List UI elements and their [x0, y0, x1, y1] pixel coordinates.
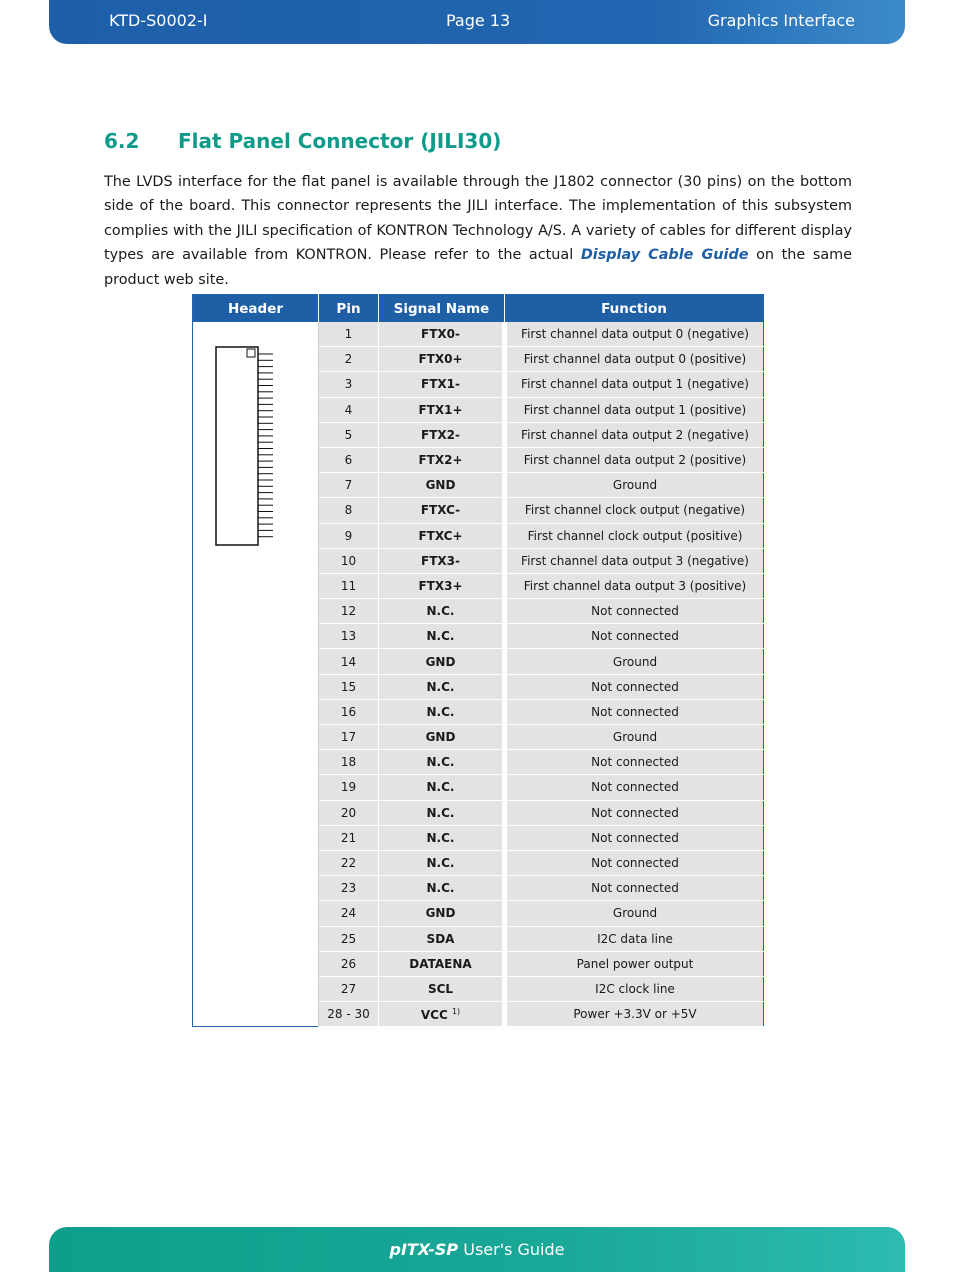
function-cell: Ground	[505, 725, 764, 750]
signal-name: N.C.	[426, 830, 455, 845]
function-cell: First channel clock output (positive)	[505, 523, 764, 548]
signal-name-cell	[379, 674, 505, 699]
pin-cell: 14	[319, 649, 379, 674]
signal-name: N.C.	[426, 629, 455, 644]
product-name: pITX-SP	[389, 1240, 459, 1259]
function-cell: Not connected	[505, 850, 764, 875]
function-cell: I2C data line	[505, 926, 764, 951]
signal-name-cell	[379, 926, 505, 951]
signal-name: GND	[425, 730, 456, 745]
signal-name-cell	[379, 750, 505, 775]
signal-name-cell	[379, 1002, 505, 1027]
signal-name: VCC	[420, 1007, 448, 1022]
signal-name-cell	[379, 775, 505, 800]
pinout-table-body	[193, 322, 764, 1027]
function-cell: Not connected	[505, 699, 764, 724]
intro-text-end: on the same product web site.	[104, 247, 853, 288]
function-cell: Ground	[505, 901, 764, 926]
function-cell: First channel data output 2 (negative)	[505, 422, 764, 447]
signal-name-cell	[379, 725, 505, 750]
pin-cell: 7	[319, 473, 379, 498]
signal-name-cell	[379, 649, 505, 674]
signal-name: FTX0+	[418, 352, 463, 367]
display-cable-guide-link[interactable]: Display Cable Guide	[580, 247, 749, 264]
signal-name: GND	[425, 654, 456, 669]
pin-cell: 5	[319, 422, 379, 447]
pin-cell: 23	[319, 876, 379, 901]
function-cell: Panel power output	[505, 951, 764, 976]
function-cell: Not connected	[505, 825, 764, 850]
column-header-pin: Pin	[319, 295, 379, 323]
function-cell: Not connected	[505, 750, 764, 775]
pin-cell: 10	[319, 548, 379, 573]
function-cell: First channel data output 0 (negative)	[505, 322, 764, 347]
signal-name-cell	[379, 850, 505, 875]
function-cell: First channel data output 3 (negative)	[505, 548, 764, 573]
signal-name-cell	[379, 397, 505, 422]
signal-name: DATAENA	[409, 956, 472, 971]
signal-name: N.C.	[426, 604, 455, 619]
page-footer-bar	[49, 1227, 905, 1272]
signal-name-cell	[379, 825, 505, 850]
signal-name: FTX0-	[421, 327, 460, 342]
function-cell: Power +3.3V or +5V	[505, 1002, 764, 1027]
pin-cell: 17	[319, 725, 379, 750]
pin-cell: 2	[319, 347, 379, 372]
function-cell: I2C clock line	[505, 976, 764, 1001]
signal-name: FTX1-	[421, 377, 460, 392]
connector-header-cell	[193, 322, 319, 1027]
table-row	[193, 322, 764, 347]
pin-cell: 21	[319, 825, 379, 850]
pin-cell: 12	[319, 599, 379, 624]
pin-cell: 25	[319, 926, 379, 951]
signal-name-cell	[379, 800, 505, 825]
pin-cell: 1	[319, 322, 379, 347]
signal-name-cell	[379, 548, 505, 573]
signal-name-cell	[379, 473, 505, 498]
pin-cell: 9	[319, 523, 379, 548]
pin-cell: 18	[319, 750, 379, 775]
signal-name: N.C.	[426, 881, 455, 896]
signal-name-cell	[379, 699, 505, 724]
signal-name: GND	[425, 478, 456, 493]
signal-name-cell	[379, 599, 505, 624]
pin-cell: 13	[319, 624, 379, 649]
signal-name-cell	[379, 951, 505, 976]
signal-name: FTX2-	[421, 427, 460, 442]
signal-name: N.C.	[426, 755, 455, 770]
function-cell: Not connected	[505, 624, 764, 649]
signal-name-cell	[379, 976, 505, 1001]
signal-name-cell	[379, 523, 505, 548]
function-cell: First channel data output 2 (positive)	[505, 447, 764, 472]
function-cell: First channel data output 1 (positive)	[505, 397, 764, 422]
function-cell: First channel data output 3 (positive)	[505, 573, 764, 598]
signal-name: FTX1+	[418, 402, 463, 417]
pin-cell: 16	[319, 699, 379, 724]
signal-name: SDA	[426, 931, 455, 946]
signal-name-cell	[379, 372, 505, 397]
signal-name-cell	[379, 347, 505, 372]
page-header-bar	[49, 0, 905, 44]
column-header-function: Function	[505, 295, 764, 323]
signal-name-cell	[379, 422, 505, 447]
function-cell: Ground	[505, 473, 764, 498]
signal-name-cell	[379, 876, 505, 901]
footer-title	[49, 1240, 905, 1259]
signal-name: N.C.	[426, 679, 455, 694]
section-number: 6.2	[104, 129, 140, 153]
table-header-row	[193, 295, 764, 323]
document-id: KTD-S0002-I	[109, 11, 208, 30]
signal-name: FTX3+	[418, 578, 463, 593]
intro-paragraph	[104, 170, 852, 292]
signal-name: FTXC-	[420, 503, 461, 518]
signal-name-cell	[379, 447, 505, 472]
chapter-name: Graphics Interface	[707, 11, 855, 30]
pin-cell: 20	[319, 800, 379, 825]
signal-name: FTX3-	[421, 553, 460, 568]
signal-name: FTX2+	[418, 453, 463, 468]
signal-name-cell	[379, 624, 505, 649]
function-cell: First channel data output 0 (positive)	[505, 347, 764, 372]
function-cell: Not connected	[505, 674, 764, 699]
signal-name-cell	[379, 498, 505, 523]
function-cell: First channel clock output (negative)	[505, 498, 764, 523]
signal-name: N.C.	[426, 704, 455, 719]
pinout-table	[192, 294, 764, 1027]
pin-cell: 6	[319, 447, 379, 472]
signal-name: SCL	[427, 981, 454, 996]
function-cell: Not connected	[505, 599, 764, 624]
pin-cell: 19	[319, 775, 379, 800]
pin-cell: 26	[319, 951, 379, 976]
column-header-header: Header	[193, 295, 319, 323]
pin-cell: 11	[319, 573, 379, 598]
pin-cell: 27	[319, 976, 379, 1001]
signal-name: N.C.	[426, 780, 455, 795]
intro-text: The LVDS interface for the flat panel is available through the J1802 connector (30 pins) on the bottom side of the board. This connector represents the JILI interface. The implementation of this subsystem complies with the JILI specification of KONTRON Technology A/S. A variety of cables for different display types are available from KONTRON. Please refer to the actual	[104, 174, 852, 264]
signal-name: N.C.	[426, 856, 455, 871]
page-number: Page 13	[446, 11, 511, 30]
pin-cell: 4	[319, 397, 379, 422]
column-header-signal-name: Signal Name	[379, 295, 505, 323]
pin-cell: 22	[319, 850, 379, 875]
signal-name: GND	[425, 906, 456, 921]
function-cell: Not connected	[505, 876, 764, 901]
pin-cell: 3	[319, 372, 379, 397]
pin-cell: 8	[319, 498, 379, 523]
footnote-marker: 1)	[451, 1006, 461, 1016]
connector-diagram-icon	[215, 346, 275, 546]
pin-cell: 28 - 30	[319, 1002, 379, 1027]
signal-name-cell	[379, 901, 505, 926]
signal-name: FTXC+	[418, 528, 463, 543]
function-cell: First channel data output 1 (negative)	[505, 372, 764, 397]
function-cell: Not connected	[505, 800, 764, 825]
pin-cell: 24	[319, 901, 379, 926]
function-cell: Ground	[505, 649, 764, 674]
footer-suffix: User's Guide	[458, 1240, 565, 1259]
pin-cell: 15	[319, 674, 379, 699]
function-cell: Not connected	[505, 775, 764, 800]
signal-name: N.C.	[426, 805, 455, 820]
section-title: Flat Panel Connector (JILI30)	[178, 129, 502, 153]
signal-name-cell	[379, 573, 505, 598]
section-heading	[104, 129, 501, 153]
signal-name-cell	[379, 322, 505, 347]
